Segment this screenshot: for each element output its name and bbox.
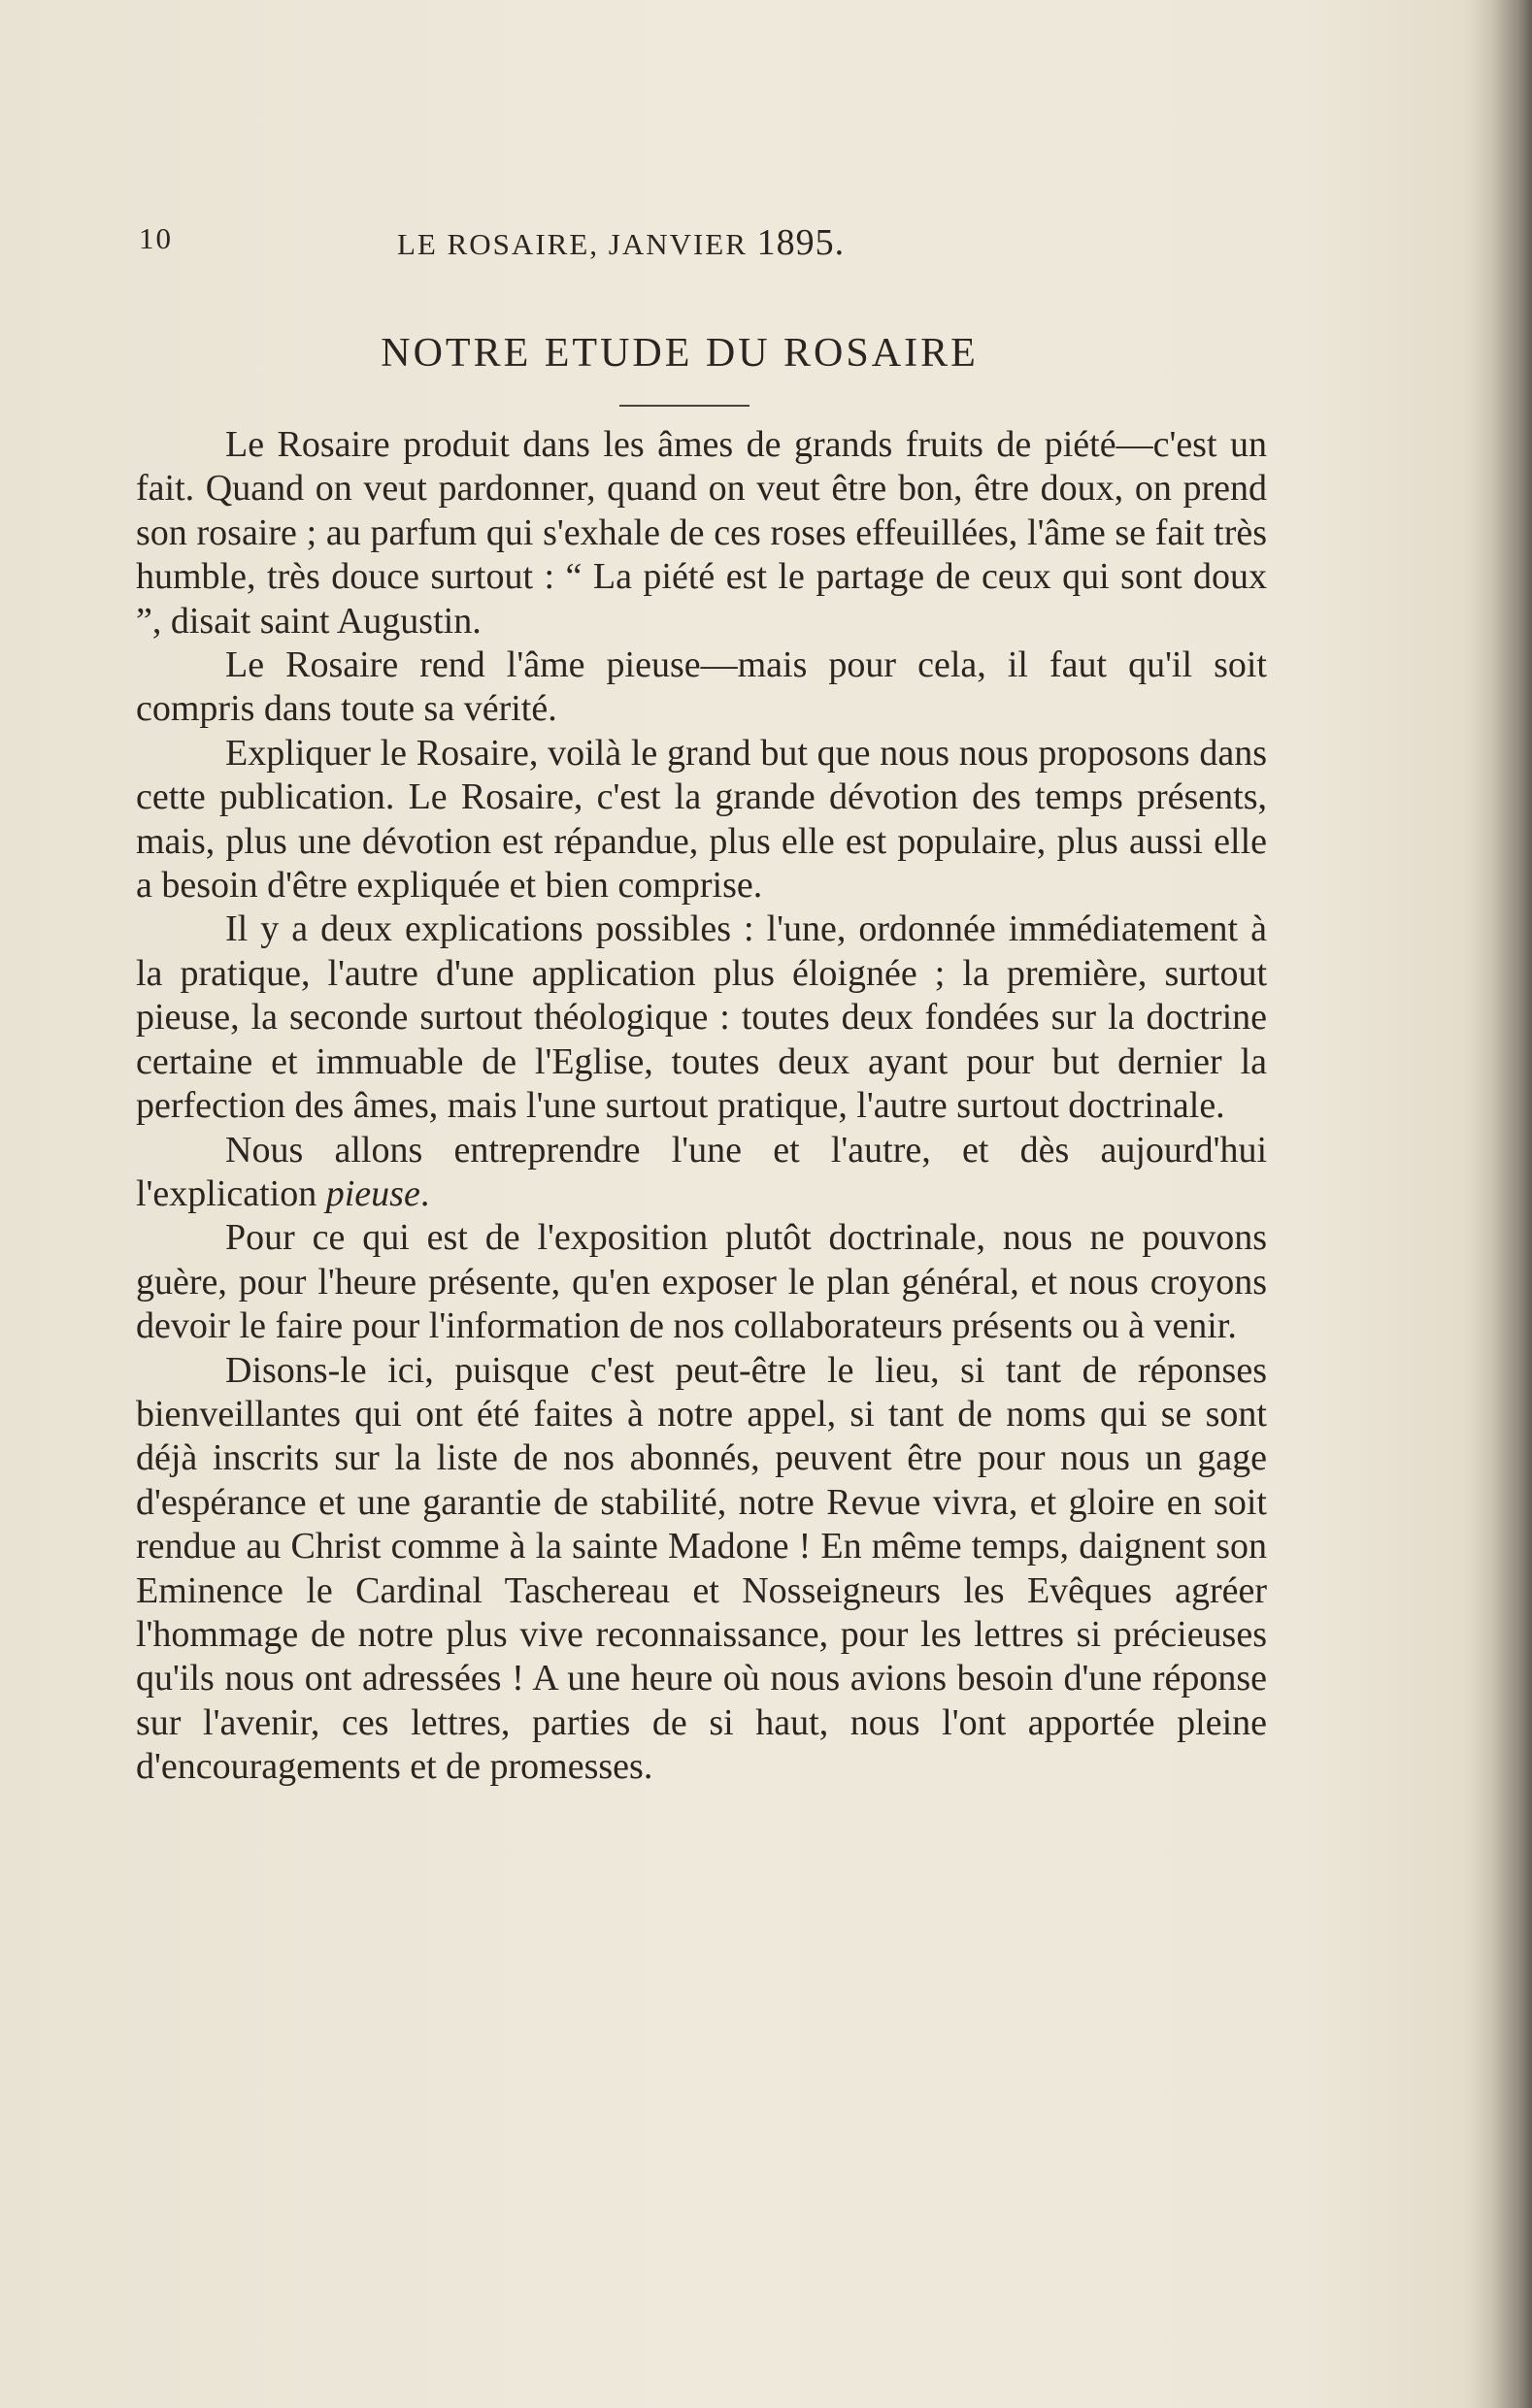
article-title: NOTRE ETUDE DU ROSAIRE [381,331,979,376]
paragraph-4: Il y a deux explications possibles : l'une, ordonnée immédiatement à la pratique, l'autre d'une application plus éloignée ; la première, surtout pieuse, la seconde surtout théologique : toutes deux fondées sur la doctrine certaine et immuable de l'Eglise, toutes deux ayant pour but dernier la perfection des âmes, mais l'une surtout pratique, l'autre surtout doctrinale. [136,908,1267,1127]
paragraph-5-text: Nous allons entreprendre l'une et l'autre, et dès aujourd'hui l'explication [136,1129,1267,1214]
paragraph-5-end: . [419,1172,430,1214]
page-number: 10 [139,221,173,255]
running-title [397,221,845,264]
paragraph-6: Pour ce qui est de l'exposition plutôt doctrinale, nous ne pouvons guère, pour l'heure présente, qu'en exposer le plan général, et nous croyons devoir le faire pour l'information de nos collaborateurs présents ou à venir. [136,1217,1267,1347]
article-body [136,423,1267,1790]
paragraph-5 [136,1129,1267,1217]
running-head [139,215,983,262]
paragraph-7: Disons-le ici, puisque c'est peut-être le lieu, si tant de réponses bienveillantes qui ont été faites à notre appel, si tant de noms qui se sont déjà inscrits sur la liste de nos abonnés, peuvent être pour nous un gage d'espérance et une garantie de stabilité, notre Revue vivra, et gloire en soit rendue au Christ comme à la sainte Madone ! En même temps, daignent son Eminence le Cardinal Taschereau et Nosseigneurs les Evêques agréer l'hommage de notre plus vive reconnaissance, pour les lettres si précieuses qu'ils nous ont adressées ! A une heure où nous avions besoin d'une réponse sur l'avenir, ces lettres, parties de si haut, nous l'ont apportée pleine d'encouragements et de promesses. [136,1349,1267,1788]
italic-word-pieuse: pieuse [325,1172,420,1214]
paragraph-2: Le Rosaire rend l'âme pieuse—mais pour cela, il faut qu'il soit compris dans toute sa vérité. [136,644,1267,730]
running-title-text: LE ROSAIRE, JANVIER [397,227,748,261]
running-year: 1895. [756,222,846,263]
paragraph-3: Expliquer le Rosaire, voilà le grand but que nous nous proposons dans cette publication. Le Rosaire, c'est la grande dévotion des temps présents, mais, plus une dévotion est répandue, plus elle est populaire, plus aussi elle a besoin d'être expliquée et bien comprise. [136,732,1267,907]
page-edge-shadow [1464,0,1532,2408]
paragraph-1: Le Rosaire produit dans les âmes de grands fruits de piété—c'est un fait. Quand on veut pardonner, quand on veut être bon, être doux, on prend son rosaire ; au parfum qui s'exhale de ces roses effeuillées, l'âme se fait très humble, très douce surtout : “ La piété est le partage de ceux qui sont doux ”, disait saint Augustin. [136,424,1267,642]
title-rule [619,405,749,407]
